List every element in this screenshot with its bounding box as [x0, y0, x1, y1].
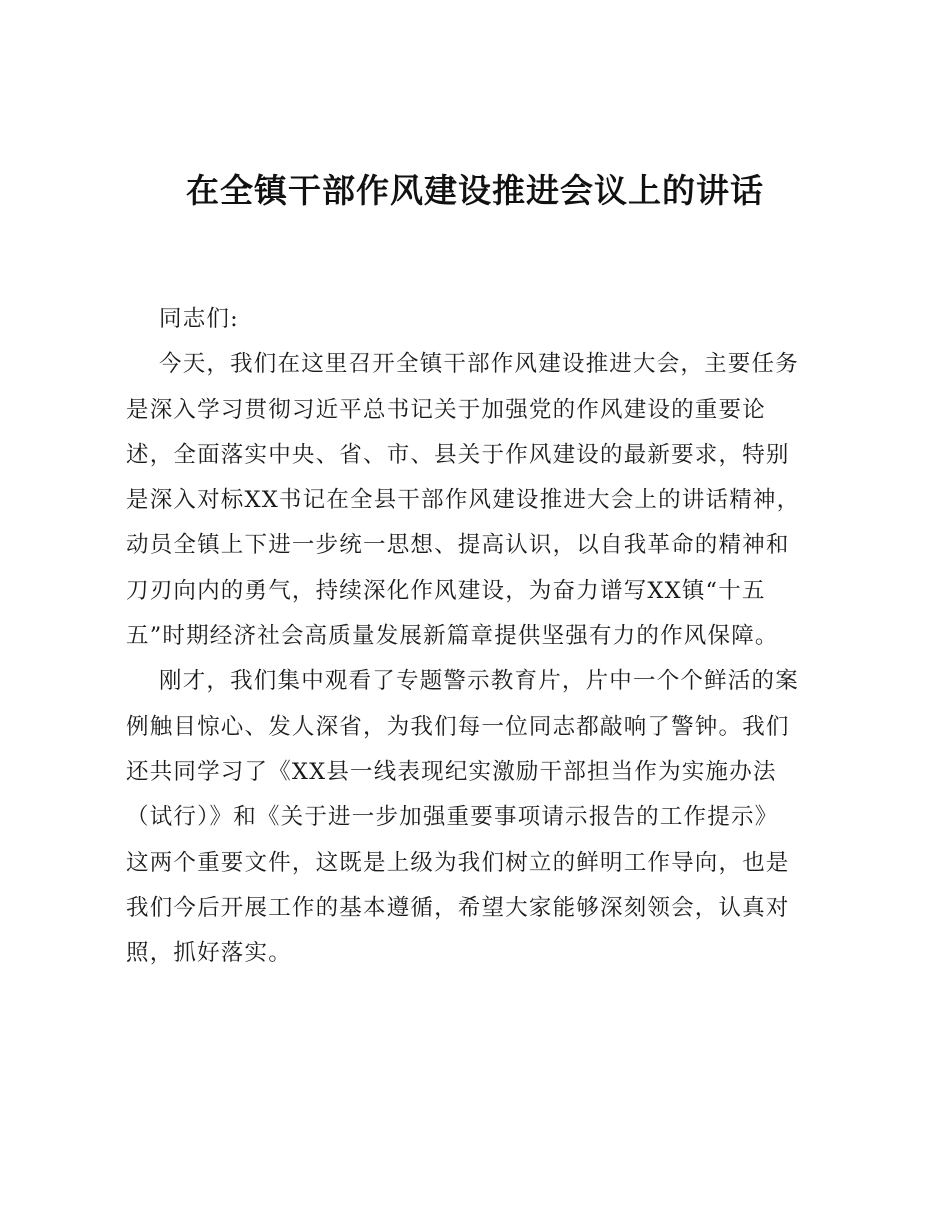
paragraph-2-line: 刚才，我们集中观看了专题警示教育片，片中一个个鲜活的案 [159, 668, 799, 695]
document-title: 在全镇干部作风建设推进会议上的讲话 [186, 171, 764, 210]
paragraph-1-line: 述，全面落实中央、省、市、县关于作风建设的最新要求，特别 [126, 441, 790, 468]
paragraph-1-line: 是深入对标XX书记在全县干部作风建设推进大会上的讲话精神， [126, 487, 801, 514]
paragraph-1-line: 是深入学习贯彻习近平总书记关于加强党的作风建设的重要论 [126, 396, 766, 423]
paragraph-2-line: 照，抓好落实。 [126, 940, 292, 967]
paragraph-1-line: 五”时期经济社会高质量发展新篇章提供坚强有力的作风保障。 [126, 623, 779, 650]
paragraph-2-line: （试行）》和《关于进一步加强重要事项请示报告的工作提示》 [126, 804, 779, 831]
paragraph-1-line: 刀刃向内的勇气，持续深化作风建设，为奋力谱写XX镇“十五 [126, 577, 766, 604]
paragraph-2-line: 例触目惊心、发人深省，为我们每一位同志都敲响了警钟。我们 [126, 713, 790, 740]
paragraph-2-line: 这两个重要文件，这既是上级为我们树立的鲜明工作导向，也是 [126, 849, 790, 876]
paragraph-2-line: 还共同学习了《XX县一线表现纪实激励干部担当作为实施办法 [126, 758, 777, 785]
document-body [126, 297, 826, 976]
paragraph-1-line: 动员全镇上下进一步统一思想、提高认识，以自我革命的精神和 [126, 532, 790, 559]
salutation: 同志们: [159, 306, 239, 332]
paragraph-1-line: 今天，我们在这里召开全镇干部作风建设推进大会，主要任务 [159, 351, 799, 378]
paragraph-2-line: 我们今后开展工作的基本遵循，希望大家能够深刻领会，认真对 [126, 894, 790, 921]
